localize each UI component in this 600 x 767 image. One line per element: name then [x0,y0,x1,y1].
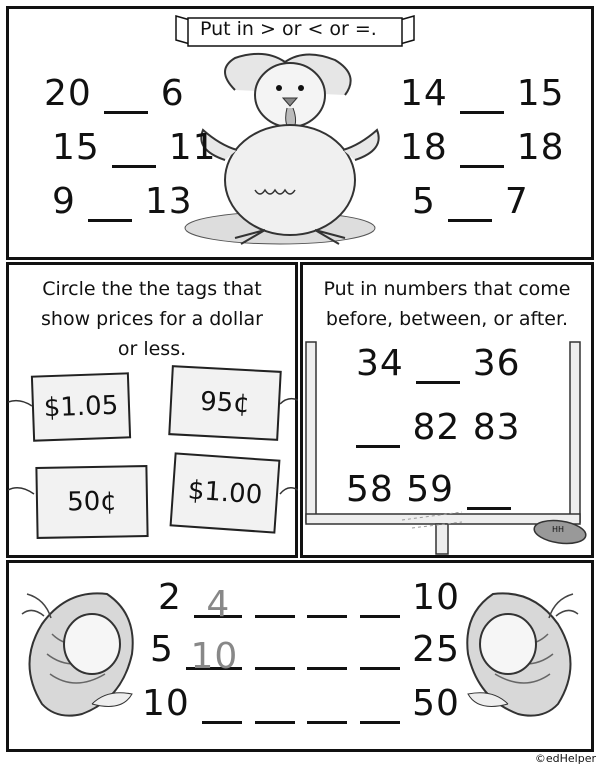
answer-blank[interactable] [255,691,295,724]
skip-row-3: 10 50 [142,683,460,724]
answer-blank[interactable] [112,135,156,168]
answer-blank[interactable] [307,585,347,618]
price-tag[interactable]: $1.00 [170,452,281,533]
cornucopia-right-illustration [448,574,588,724]
answer-blank[interactable] [360,637,400,670]
skip-row-2: 5 10 25 [150,629,460,677]
answer-blank[interactable] [360,585,400,618]
banner-text: Put in > or < or =. [200,18,377,40]
answer-blank[interactable] [460,81,504,114]
answer-blank[interactable] [416,351,460,384]
compare-right-2: 18 18 [400,127,565,168]
numbers-row-3: 58 59 [346,470,511,510]
numbers-instruction: Put in numbers that come before, between, or after. [323,278,571,330]
answer-blank[interactable] [307,691,347,724]
answer-blank[interactable] [202,691,242,724]
compare-left-2: 15 11 [52,127,217,168]
example-answer: 4 [194,585,242,618]
cornucopia-left-illustration [12,574,152,724]
football-label: HH [552,525,565,534]
skip-row-1: 2 4 10 [158,577,460,625]
answer-blank[interactable] [460,135,504,168]
numbers-row-1: 34 36 [356,343,521,384]
answer-blank[interactable] [104,81,148,114]
compare-right-3: 5 7 [412,181,529,222]
answer-blank[interactable] [360,691,400,724]
answer-blank[interactable] [255,585,295,618]
price-tag[interactable]: $1.05 [31,372,131,441]
price-tag[interactable]: 95¢ [168,365,282,441]
compare-right-1: 14 15 [400,73,565,114]
answer-blank[interactable] [467,477,511,510]
answer-blank[interactable] [88,189,132,222]
copyright-label: ©edHelper [534,752,596,765]
numbers-row-2: 82 83 [356,408,521,448]
compare-left-1: 20 6 [44,73,185,114]
tags-instruction: Circle the the tags that show prices for a dollar or less. [41,278,263,360]
price-tag[interactable]: 50¢ [35,465,148,539]
example-answer: 10 [186,637,242,670]
compare-left-3: 9 13 [52,181,193,222]
answer-blank[interactable] [356,415,400,448]
answer-blank[interactable] [307,637,347,670]
answer-blank[interactable] [255,637,295,670]
answer-blank[interactable] [448,189,492,222]
